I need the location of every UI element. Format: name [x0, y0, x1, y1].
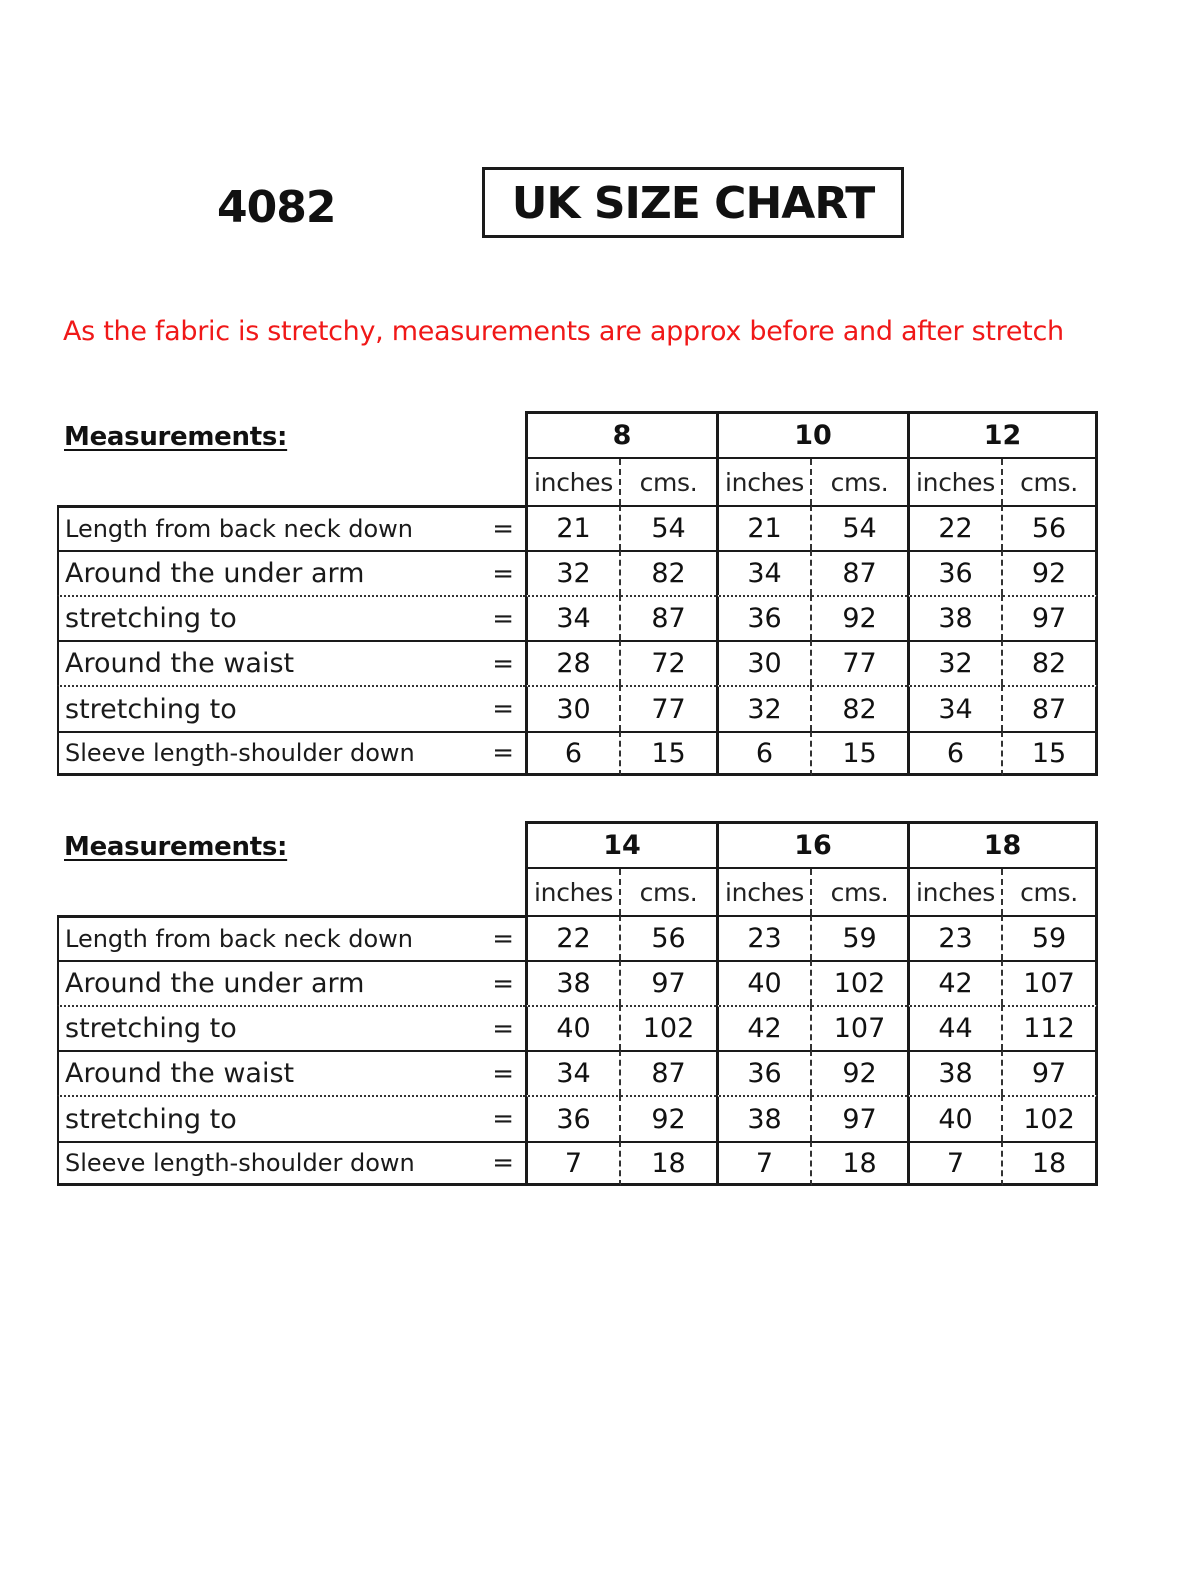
value-cms: 87 [1003, 685, 1098, 731]
value-cms: 54 [812, 505, 907, 550]
value-cms: 97 [1003, 595, 1098, 640]
stretch-notice: As the fabric is stretchy, measurements are approx before and after stretch [63, 316, 1064, 347]
value-cms: 77 [812, 640, 907, 685]
unit-cms: cms. [830, 467, 889, 497]
size-header: 14 [525, 821, 716, 869]
value-inches: 38 [907, 1050, 1003, 1095]
value-inches: 32 [525, 550, 621, 595]
value-cms: 72 [621, 640, 716, 685]
row-label-text: Length from back neck down [65, 515, 414, 543]
size-header: 12 [907, 411, 1098, 459]
row-label-text: stretching to [65, 693, 237, 725]
value-cms: 15 [812, 731, 907, 776]
equals-sign: = [492, 603, 514, 634]
row-label [57, 731, 525, 776]
value-inches: 23 [907, 915, 1003, 960]
value-inches: 34 [716, 550, 812, 595]
row-label-text: Around the under arm [65, 558, 365, 589]
value-inches: 6 [525, 731, 621, 776]
equals-sign: = [492, 648, 514, 679]
row-label-text: stretching to [65, 603, 237, 634]
value-cms: 87 [621, 595, 716, 640]
value-inches: 21 [525, 505, 621, 550]
equals-sign: = [492, 694, 514, 724]
value-cms: 82 [1003, 640, 1098, 685]
value-cms: 82 [812, 685, 907, 731]
unit-cms: cms. [1003, 459, 1098, 505]
value-inches: 44 [907, 1005, 1003, 1050]
measurements-label: Measurements: [64, 832, 288, 862]
value-inches: 7 [525, 1141, 621, 1186]
row-label [57, 1005, 525, 1050]
value-cms: 18 [621, 1141, 716, 1186]
equals-sign: = [492, 1013, 514, 1044]
header-spacer [57, 411, 525, 459]
value-inches: 36 [716, 595, 812, 640]
row-label [57, 550, 525, 595]
value-inches: 34 [525, 1050, 621, 1095]
row-label-text: Around the under arm [65, 968, 365, 999]
value-inches: 42 [716, 1005, 812, 1050]
measurements-label: Measurements: [64, 422, 288, 452]
unit-inches: inches [525, 869, 621, 915]
unit-inches: inches [716, 869, 812, 915]
value-cms: 82 [621, 550, 716, 595]
value-cms: 97 [621, 960, 716, 1005]
value-cms: 107 [1003, 960, 1098, 1005]
size-header: 16 [716, 821, 907, 869]
unit-inches: inches [907, 459, 1003, 505]
row-label [57, 685, 525, 731]
row-label-text: stretching to [65, 1013, 237, 1044]
value-cms: 15 [1003, 731, 1098, 776]
value-inches: 30 [525, 685, 621, 731]
unit-cms: cms. [639, 877, 698, 907]
value-inches: 23 [716, 915, 812, 960]
value-inches: 34 [907, 685, 1003, 731]
value-cms: 92 [1003, 550, 1098, 595]
header-spacer [57, 821, 525, 869]
value-inches: 6 [716, 731, 812, 776]
value-inches: 38 [907, 595, 1003, 640]
value-cms: 18 [812, 1141, 907, 1186]
value-cms: 92 [621, 1095, 716, 1141]
value-cms: 92 [812, 1050, 907, 1095]
row-label [57, 915, 525, 960]
value-cms: 97 [812, 1095, 907, 1141]
value-cms: 97 [1003, 1050, 1098, 1095]
value-cms: 112 [1003, 1005, 1098, 1050]
value-cms: 15 [621, 731, 716, 776]
row-label-text: Around the waist [65, 648, 295, 679]
row-label [57, 505, 525, 550]
row-label [57, 1141, 525, 1186]
value-inches: 30 [716, 640, 812, 685]
value-cms: 87 [812, 550, 907, 595]
value-inches: 7 [716, 1141, 812, 1186]
row-label-text: stretching to [65, 1103, 237, 1135]
row-label-text: Sleeve length-shoulder down [65, 1149, 415, 1177]
row-label-text: Length from back neck down [65, 925, 414, 953]
row-label [57, 595, 525, 640]
unit-cms: cms. [830, 877, 889, 907]
unit-cms: cms. [639, 467, 698, 497]
equals-sign: = [492, 924, 514, 954]
value-inches: 38 [525, 960, 621, 1005]
equals-sign: = [492, 514, 514, 544]
value-inches: 22 [525, 915, 621, 960]
value-cms: 18 [1003, 1141, 1098, 1186]
equals-sign: = [492, 1148, 514, 1178]
value-cms: 59 [812, 915, 907, 960]
value-cms: 56 [621, 915, 716, 960]
row-label [57, 960, 525, 1005]
value-inches: 28 [525, 640, 621, 685]
style-code: 4082 [217, 182, 336, 233]
value-inches: 34 [525, 595, 621, 640]
value-cms: 77 [621, 685, 716, 731]
unit-spacer [57, 459, 525, 505]
unit-cms: cms. [1003, 869, 1098, 915]
unit-spacer [57, 869, 525, 915]
value-inches: 32 [716, 685, 812, 731]
row-label [57, 1095, 525, 1141]
value-cms: 107 [812, 1005, 907, 1050]
value-inches: 40 [525, 1005, 621, 1050]
size-table-large [0, 821, 1200, 1191]
value-cms: 102 [621, 1005, 716, 1050]
size-header: 8 [525, 411, 716, 459]
equals-sign: = [492, 1104, 514, 1134]
value-inches: 40 [907, 1095, 1003, 1141]
value-cms: 102 [1003, 1095, 1098, 1141]
value-cms: 56 [1003, 505, 1098, 550]
value-cms: 92 [812, 595, 907, 640]
equals-sign: = [492, 738, 514, 768]
row-label [57, 640, 525, 685]
row-label-text: Around the waist [65, 1058, 295, 1089]
size-grid [57, 411, 1098, 776]
value-inches: 40 [716, 960, 812, 1005]
row-label [57, 1050, 525, 1095]
value-inches: 22 [907, 505, 1003, 550]
value-inches: 36 [716, 1050, 812, 1095]
size-grid [57, 821, 1098, 1186]
unit-inches: inches [907, 869, 1003, 915]
unit-inches: inches [525, 459, 621, 505]
value-inches: 32 [907, 640, 1003, 685]
value-inches: 21 [716, 505, 812, 550]
value-cms: 54 [621, 505, 716, 550]
unit-inches: inches [716, 459, 812, 505]
size-header: 10 [716, 411, 907, 459]
value-inches: 38 [716, 1095, 812, 1141]
size-header: 18 [907, 821, 1098, 869]
value-inches: 36 [525, 1095, 621, 1141]
equals-sign: = [492, 1058, 514, 1089]
value-cms: 59 [1003, 915, 1098, 960]
size-table-small [0, 411, 1200, 781]
value-inches: 7 [907, 1141, 1003, 1186]
row-label-text: Sleeve length-shoulder down [65, 739, 415, 767]
chart-title: UK SIZE CHART [482, 167, 904, 238]
value-cms: 87 [621, 1050, 716, 1095]
value-inches: 42 [907, 960, 1003, 1005]
value-inches: 36 [907, 550, 1003, 595]
value-cms: 102 [812, 960, 907, 1005]
equals-sign: = [492, 968, 514, 999]
equals-sign: = [492, 558, 514, 589]
value-inches: 6 [907, 731, 1003, 776]
